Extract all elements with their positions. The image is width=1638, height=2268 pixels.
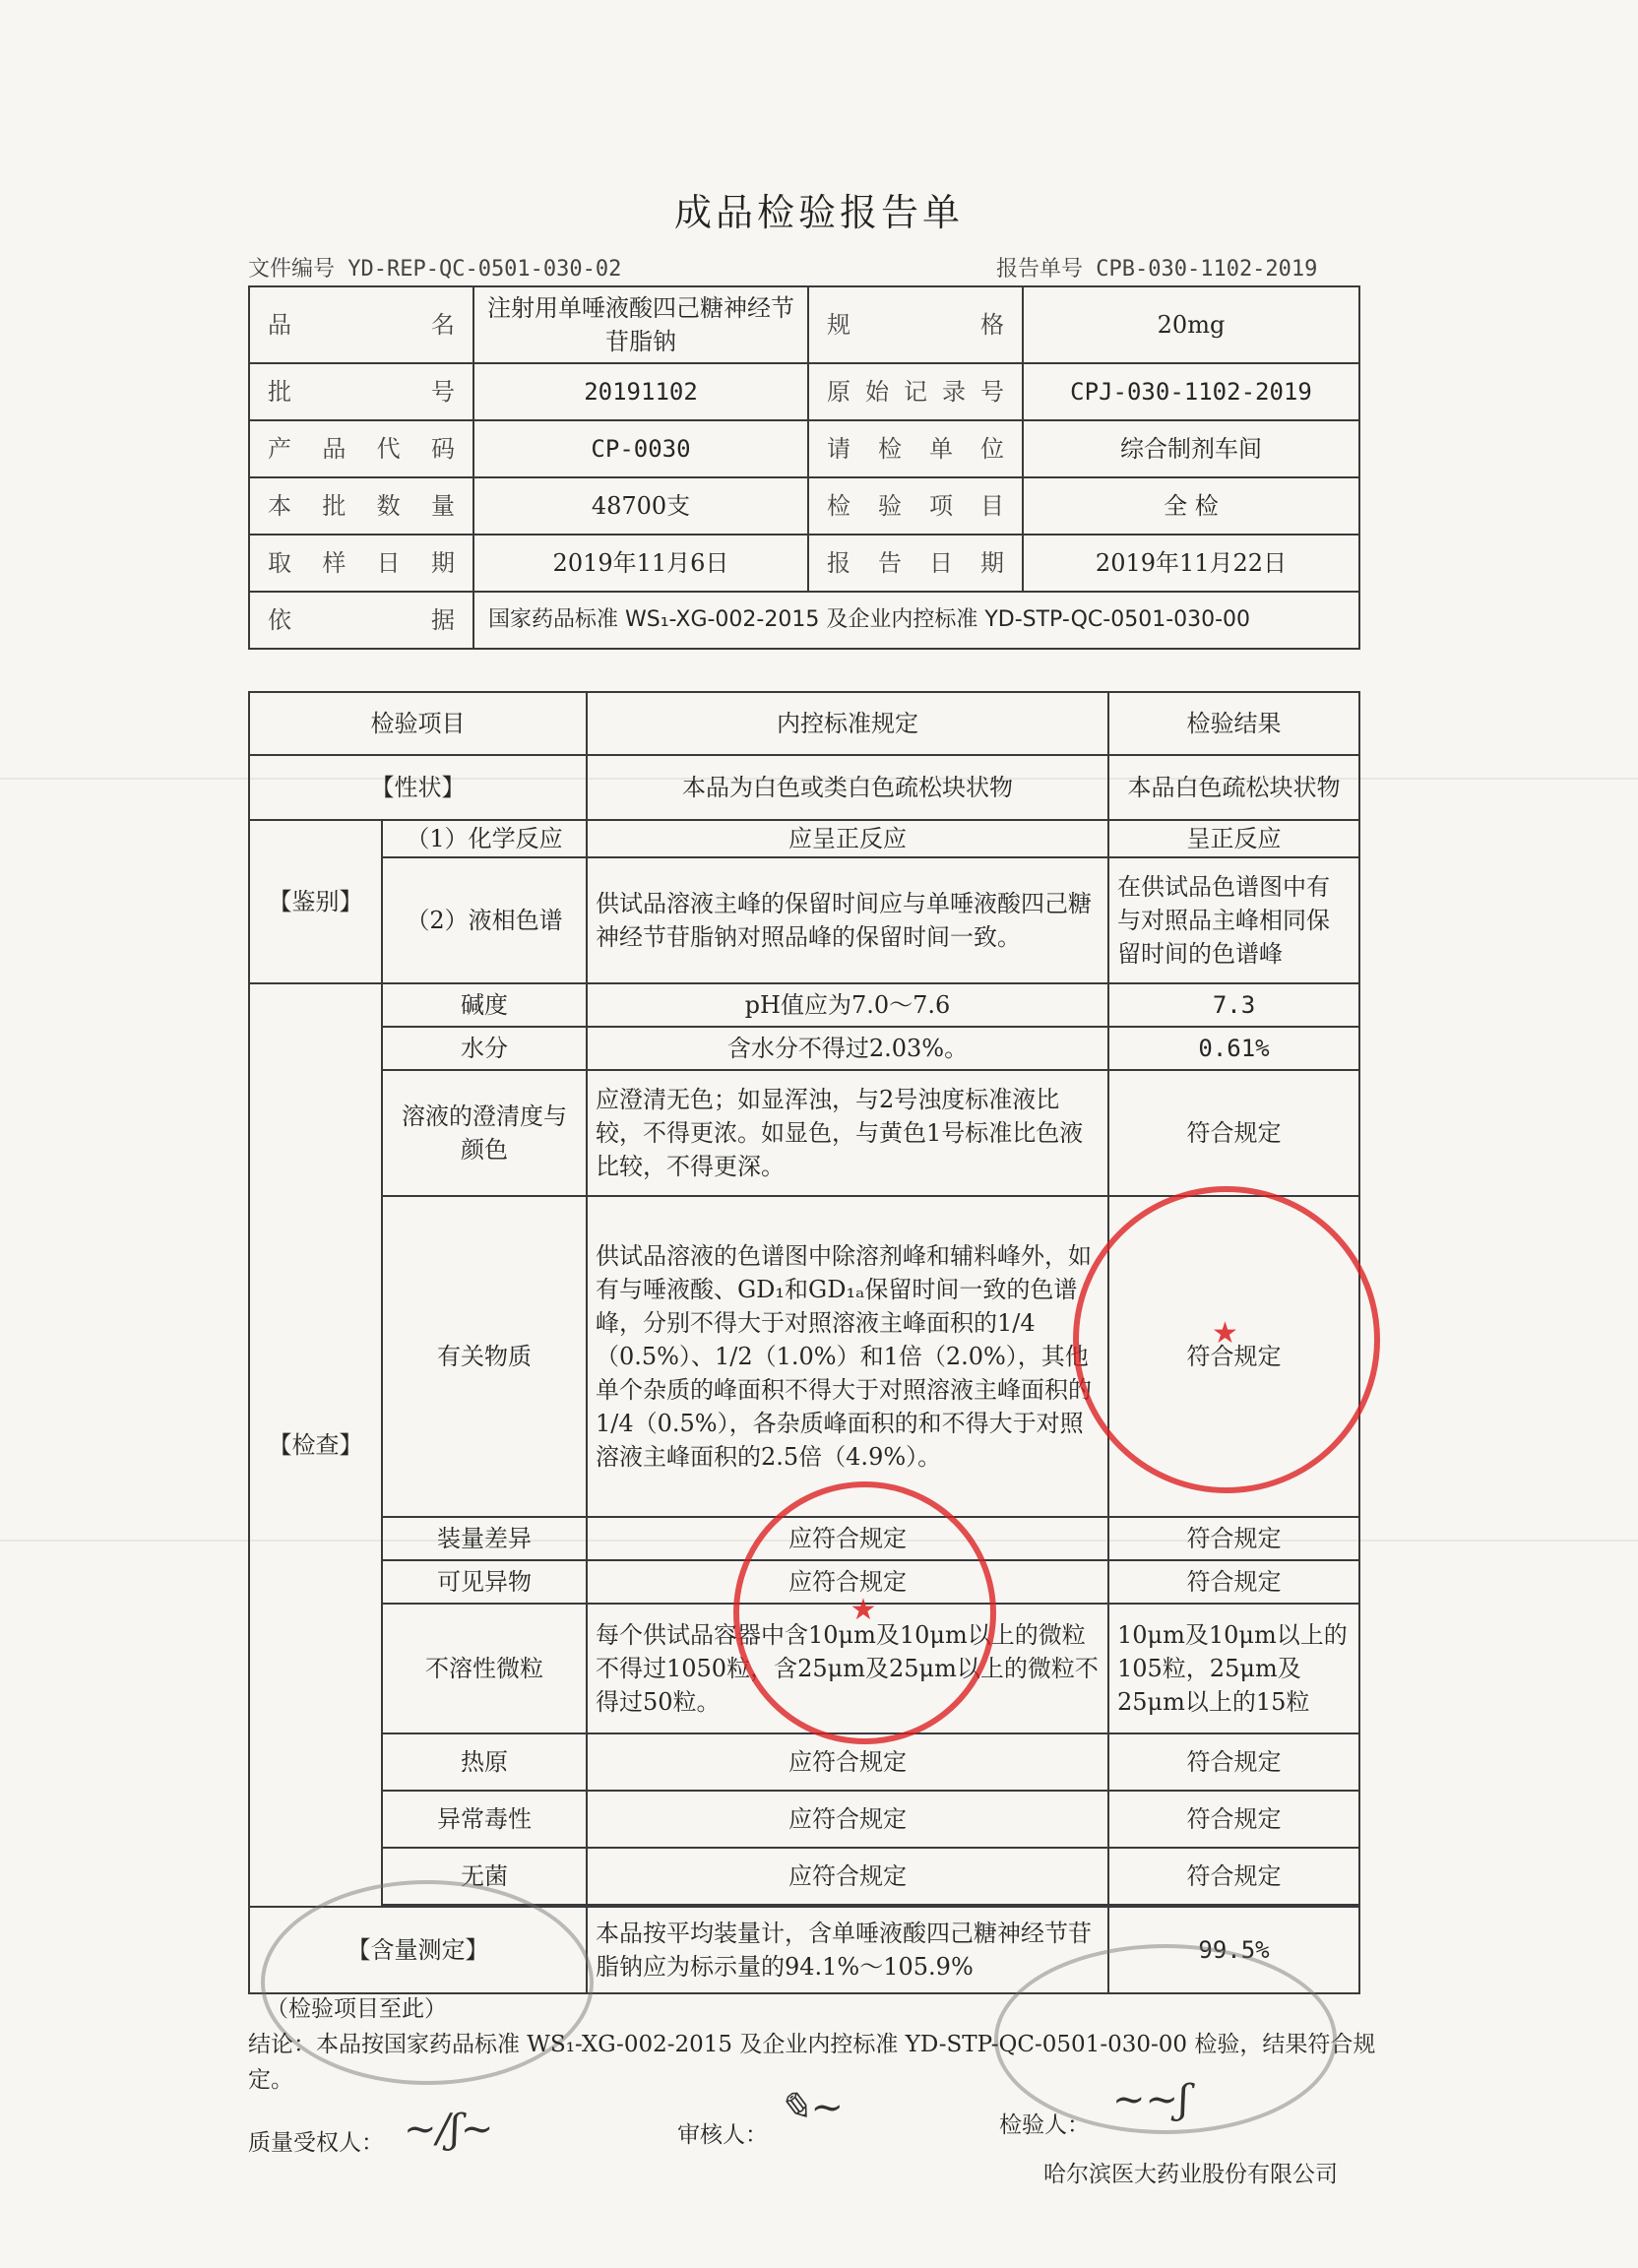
hplc-result: 在供试品色谱图中有与对照品主峰相同保留时间的色谱峰 [1108,857,1359,983]
item-label: 检验项目 [808,477,1023,535]
hplc-standard: 供试品溶液主峰的保留时间应与单唾液酸四己糖神经节苷脂钠对照品峰的保留时间一致。 [587,857,1108,983]
name-value: 注射用单唾液酸四己糖神经节苷脂钠 [473,286,808,363]
fill-result: 符合规定 [1108,1517,1359,1560]
qty-label: 本批数量 [249,477,473,535]
report-date-label: 报告日期 [808,535,1023,592]
pyrogen-name: 热原 [382,1733,587,1791]
chem-result: 呈正反应 [1108,820,1359,857]
water-standard: 含水分不得过2.03%。 [587,1027,1108,1070]
basis-label: 依据 [249,592,473,649]
clarity-result: 符合规定 [1108,1070,1359,1196]
fill-standard: 应符合规定 [587,1517,1108,1560]
assay-result: 99.5% [1108,1907,1359,1993]
alkalinity-result: 7.3 [1108,983,1359,1027]
sterility-standard: 应符合规定 [587,1848,1108,1905]
reviewer-label: 审核人： [677,2122,768,2148]
related-standard: 供试品溶液的色谱图中除溶剂峰和辅料峰外，如有与唾液酸、GD₁和GD₁ₐ保留时间一致的色谱峰，分别不得大于对照溶液主峰面积的1/4（0.5%）、1/2（1.0%）和1倍（2.0%），其他单个杂质的峰面积不得大于对照溶液主峰面积的1/4（0.5%），各杂质峰面积的和不得大于对照溶液主峰面积的2.5倍（4.9%）。 [587,1196,1108,1517]
appearance-name: 【性状】 [249,755,587,820]
assay-name: 【含量测定】 [249,1907,587,1993]
inspector-label: 检验人： [999,2112,1090,2138]
chem-name: （1）化学反应 [382,820,587,857]
dept-label: 请检单位 [808,420,1023,477]
pyrogen-result: 符合规定 [1108,1733,1359,1791]
company-name: 哈尔滨医大药业股份有限公司 [1043,2162,1338,2187]
appearance-standard: 本品为白色或类白色疏松块状物 [587,755,1108,820]
qty-value: 48700支 [473,477,808,535]
reviewer-signature: ✎~ [778,2085,845,2130]
dept-value: 综合制剂车间 [1023,420,1359,477]
code-value: CP-0030 [473,420,808,477]
header-item: 检验项目 [249,692,587,755]
clarity-standard: 应澄清无色；如显浑浊，与2号浊度标准液比较，不得更浓。如显色，与黄色1号标准比色液比较，不得更深。 [587,1070,1108,1196]
name-label: 品名 [249,286,473,363]
sample-label: 取样日期 [249,535,473,592]
report-number: 报告单号 CPB-030-1102-2019 [996,257,1318,282]
header-result: 检验结果 [1108,692,1359,755]
visible-result: 符合规定 [1108,1560,1359,1604]
pyrogen-standard: 应符合规定 [587,1733,1108,1791]
sterility-name: 无菌 [382,1848,587,1905]
code-label: 产品代码 [249,420,473,477]
visible-standard: 应符合规定 [587,1560,1108,1604]
sterility-result: 符合规定 [1108,1848,1359,1905]
header-standard: 内控标准规定 [587,692,1108,755]
batch-value: 20191102 [473,363,808,420]
company-seal-stamp: ★ [1073,1186,1380,1493]
toxicity-result: 符合规定 [1108,1791,1359,1848]
record-label: 原始记录号 [808,363,1023,420]
sample-value: 2019年11月6日 [473,535,808,592]
spec-label: 规格 [808,286,1023,363]
hplc-name: （2）液相色谱 [382,857,587,983]
inspector-signature: ~~ʃ [1112,2077,1189,2122]
visible-name: 可见异物 [382,1560,587,1604]
qa-label: 质量受权人： [248,2130,384,2156]
conclusion: 结论：本品按国家药品标准 WS₁-XG-002-2015 及企业内控标准 YD-STP-QC-0501-030-00 检验，结果符合规定。 [248,2032,1376,2093]
clarity-name: 溶液的澄清度与颜色 [382,1070,587,1196]
identification-section: 【鉴别】 [249,820,382,983]
file-number: 文件编号 YD-REP-QC-0501-030-02 [248,257,622,282]
end-note: （检验项目至此） [266,1996,447,2022]
record-value: CPJ-030-1102-2019 [1023,363,1359,420]
qa-signature: ~/ʃ~ [404,2107,494,2152]
related-result: 符合规定 [1108,1196,1359,1517]
alkalinity-standard: pH值应为7.0～7.6 [587,983,1108,1027]
report-title: 成品检验报告单 [673,191,964,234]
related-name: 有关物质 [382,1196,587,1517]
info-table [248,285,1360,650]
water-name: 水分 [382,1027,587,1070]
batch-label: 批号 [249,363,473,420]
toxicity-standard: 应符合规定 [587,1791,1108,1848]
particles-standard: 每个供试品容器中含10μm及10μm以上的微粒不得过1050粒，含25μm及25μm以上的微粒不得过50粒。 [587,1604,1108,1733]
inspection-seal-stamp: ★ [733,1481,996,1744]
alkalinity-name: 碱度 [382,983,587,1027]
particles-name: 不溶性微粒 [382,1604,587,1733]
water-result: 0.61% [1108,1027,1359,1070]
toxicity-name: 异常毒性 [382,1791,587,1848]
assay-standard: 本品按平均装量计，含单唾液酸四己糖神经节苷脂钠应为标示量的94.1%～105.9% [587,1907,1108,1993]
item-value: 全 检 [1023,477,1359,535]
basis-value: 国家药品标准 WS₁-XG-002-2015 及企业内控标准 YD-STP-QC-0501-030-00 [473,592,1359,649]
particles-result: 10μm及10μm以上的105粒，25μm及25μm以上的15粒 [1108,1604,1359,1733]
chem-standard: 应呈正反应 [587,820,1108,857]
appearance-result: 本品白色疏松块状物 [1108,755,1359,820]
inspection-section: 【检查】 [249,983,382,1907]
report-date-value: 2019年11月22日 [1023,535,1359,592]
fill-name: 装量差异 [382,1517,587,1560]
spec-value: 20mg [1023,286,1359,363]
